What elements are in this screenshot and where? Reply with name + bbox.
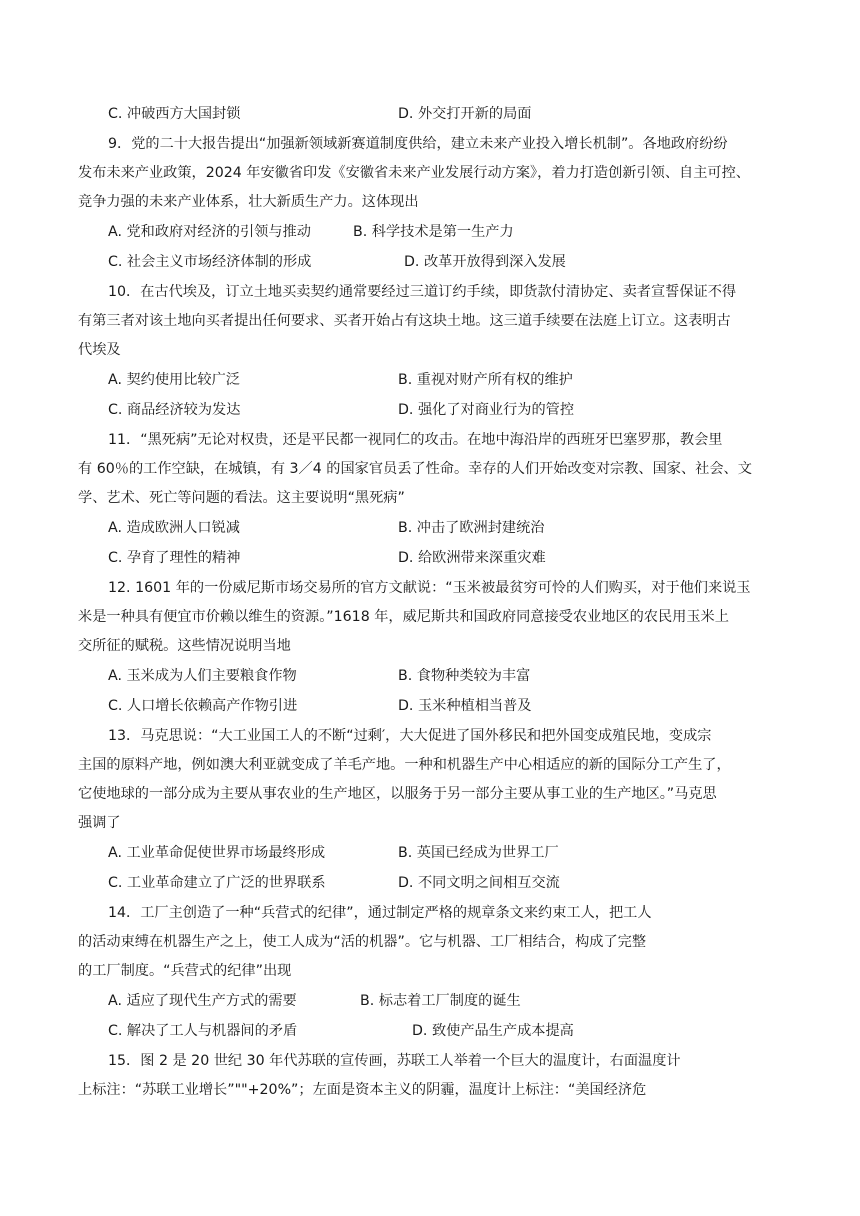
option-b: B. 食物种类较为丰富: [398, 668, 531, 684]
option-a: A. 玉米成为人们主要粮食作物: [108, 668, 297, 684]
question-13-stem-line-1: 13．马克思说：“大工业国工人的不断“过剩′，大大促进了国外移民和把外国变成殖民地，变成宗: [108, 728, 712, 744]
option-c: C. 冲破西方大国封锁: [108, 106, 241, 122]
question-11-stem-line-3: 学、艺术、死亡等问题的看法。这主要说明“黑死病”: [78, 490, 405, 506]
option-c: C. 商品经济较为发达: [108, 402, 241, 418]
option-d: D. 玉米种植相当普及: [398, 698, 532, 714]
option-b: B. 英国已经成为世界工厂: [398, 845, 559, 861]
question-14-stem-line-3: 的工厂制度。“兵营式的纪律”出现: [78, 963, 292, 979]
option-c: C. 工业革命建立了广泛的世界联系: [108, 875, 326, 891]
option-a: A. 契约使用比较广泛: [108, 372, 240, 388]
option-d: D. 致使产品生产成本提高: [412, 1023, 574, 1039]
option-a: A. 工业革命促使世界市场最终形成: [108, 845, 326, 861]
option-c: C. 人口增长依赖高产作物引进: [108, 698, 298, 714]
question-14-stem-line-1: 14．工厂主创造了一种“兵营式的纪律”，通过制定严格的规章条文来约束工人，把工人: [108, 905, 652, 921]
question-9-stem-line-2: 发布未来产业政策，2024 年安徽省印发《安徽省未来产业发展行动方案》，着力打造创新引领、自主可控、: [78, 165, 750, 181]
question-10-stem-line-2: 有第三者对该土地向买者提出任何要求、买者开始占有这块土地。这三道手续要在法庭上订立。这表明古: [78, 313, 731, 329]
question-13-stem-line-4: 强调了: [78, 815, 121, 831]
option-d: D. 外交打开新的局面: [398, 106, 532, 122]
option-d: D. 给欧洲带来深重灾难: [398, 550, 546, 566]
question-10-stem-line-3: 代埃及: [78, 342, 121, 358]
question-14-stem-line-2: 的活动束缚在机器生产之上，使工人成为“活的机器”。它与机器、工厂相结合，构成了完整: [78, 934, 647, 950]
question-11-stem-line-2: 有 60％的工作空缺，在城镇，有 3／4 的国家官员丢了性命。幸存的人们开始改变对宗教、国家、社会、文: [78, 461, 752, 477]
question-12-stem-line-1: 12. 1601 年的一份威尼斯市场交易所的官方文献说：“玉米被最贫穷可怜的人们购买，对于他们来说玉: [108, 580, 751, 596]
option-b: B. 重视对财产所有权的维护: [398, 372, 573, 388]
question-12-stem-line-2: 米是一种具有便宜市价赖以维生的资源。”1618 年，威尼斯共和国政府同意接受农业地区的农民用玉米上: [78, 609, 729, 625]
question-13-stem-line-2: 主国的原料产地，例如澳大利亚就变成了羊毛产地。一种和机器生产中心相适应的新的国际分工产生了，: [78, 757, 731, 773]
option-b: B. 标志着工厂制度的诞生: [360, 993, 521, 1009]
question-9-stem-line-1: 9．党的二十大报告提出“加强新领域新赛道制度供给，建立未来产业投入增长机制”。各地政府纷纷: [108, 136, 728, 152]
question-12-stem-line-3: 交所征的赋税。这些情况说明当地: [78, 638, 291, 654]
option-a: A. 造成欧洲人口锐减: [108, 520, 240, 536]
option-d: D. 改革开放得到深入发展: [404, 254, 566, 270]
question-9-stem-line-3: 竞争力强的未来产业体系，壮大新质生产力。这体现出: [78, 194, 419, 210]
option-c: C. 孕育了理性的精神: [108, 550, 241, 566]
option-b: B. 冲击了欧洲封建统治: [398, 520, 545, 536]
option-b: B. 科学技术是第一生产力: [353, 224, 514, 240]
question-13-stem-line-3: 它使地球的一部分成为主要从事农业的生产地区，以服务于另一部分主要从事工业的生产地区。”马克思: [78, 786, 717, 802]
option-a: A. 适应了现代生产方式的需要: [108, 993, 297, 1009]
question-10-stem-line-1: 10．在古代埃及，订立土地买卖契约通常要经过三道订约手续，即货款付清协定、卖者宣誓保证不得: [108, 284, 737, 300]
question-15-stem-line-1: 15．图 2 是 20 世纪 30 年代苏联的宣传画，苏联工人举着一个巨大的温度计，右面温度计: [108, 1053, 681, 1069]
option-a: A. 党和政府对经济的引领与推动: [108, 224, 311, 240]
option-d: D. 强化了对商业行为的管控: [398, 402, 575, 418]
question-15-stem-line-2: 上标注：“苏联工业增长”""+20%”；左面是资本主义的阴霾，温度计上标注：“美国经济危: [78, 1082, 647, 1098]
question-11-stem-line-1: 11．“黑死病”无论对权贵，还是平民都一视同仁的攻击。在地中海沿岸的西班牙巴塞罗那，教会里: [108, 432, 723, 448]
option-d: D. 不同文明之间相互交流: [398, 875, 560, 891]
option-c: C. 解决了工人与机器间的矛盾: [108, 1023, 298, 1039]
option-c: C. 社会主义市场经济体制的形成: [108, 254, 312, 270]
